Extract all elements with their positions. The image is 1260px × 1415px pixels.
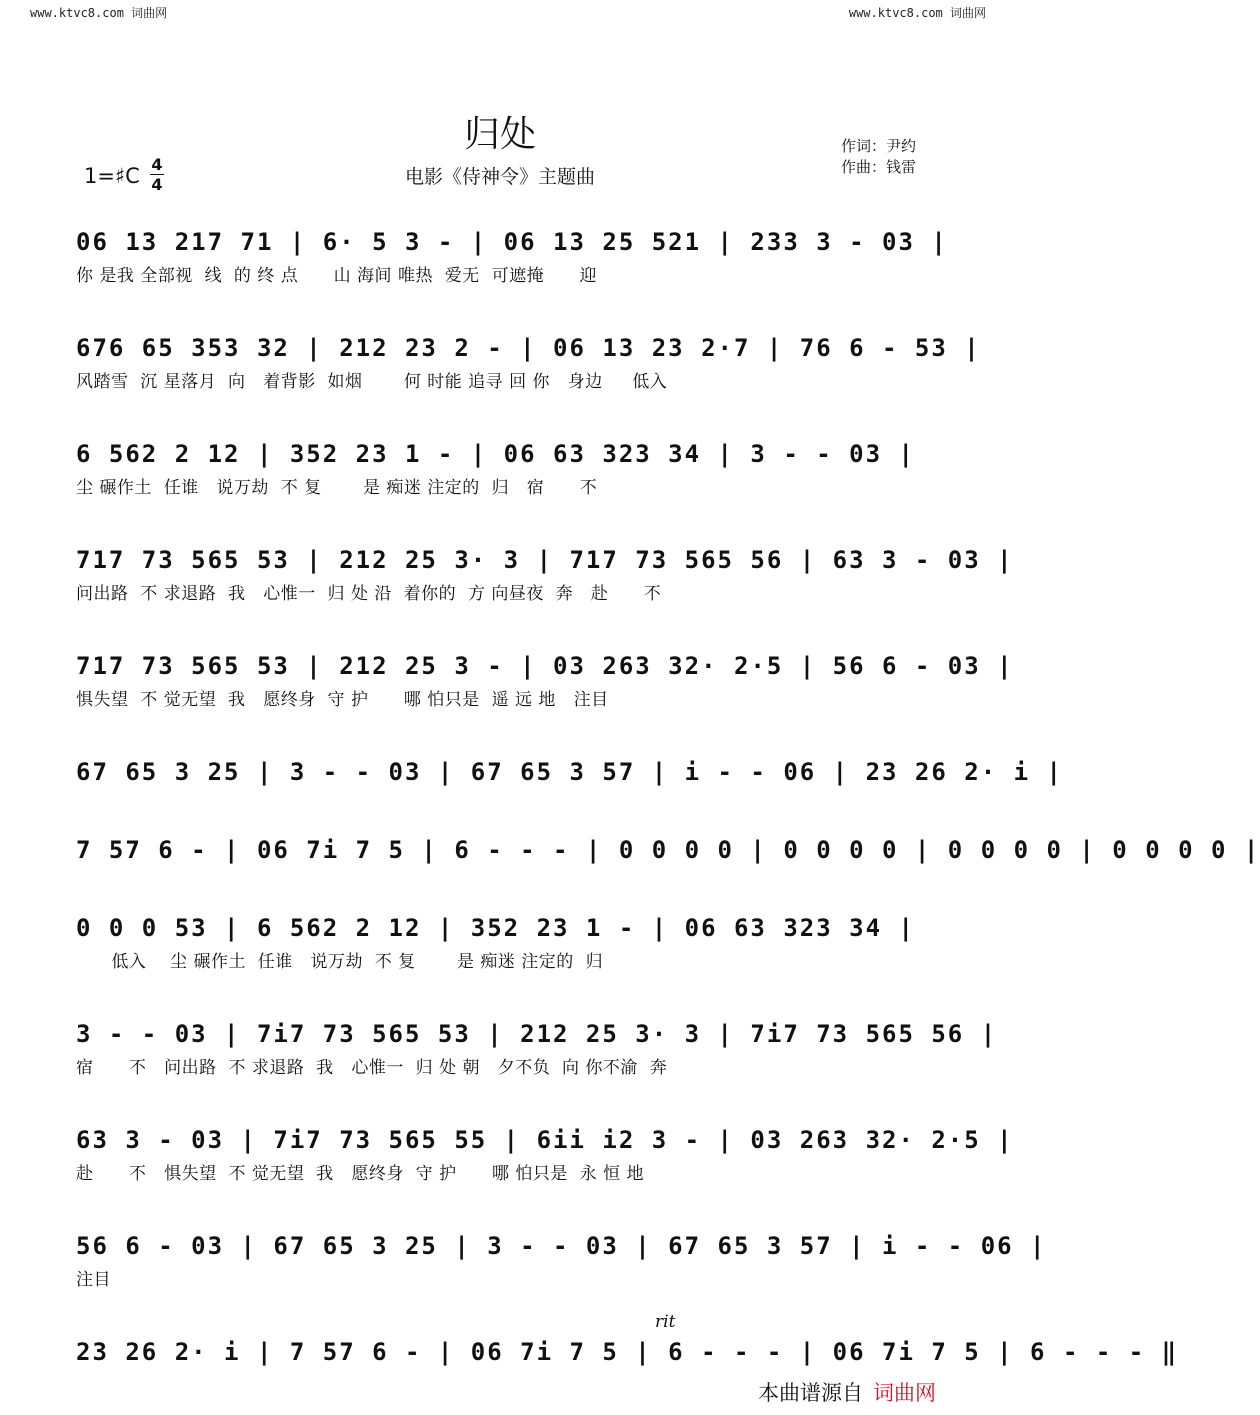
lyric-line: 尘 碾作土 任谁 说万劫 不 复 是 痴迷 注定的 归 宿 不 (76, 478, 598, 498)
ritardando-mark: rit (655, 1312, 676, 1332)
notation-line: 3 - - 03 | 7i7 73 565 53 | 212 25 3· 3 | 7i7 73 565 56 | (76, 1020, 998, 1048)
source-site-link[interactable]: 词曲网 (873, 1381, 936, 1405)
watermark-left: www.ktvc8.com 词曲网 (30, 6, 168, 20)
lyric-line: 问出路 不 求退路 我 心惟一 归 处 沿 着你的 方 向昼夜 奔 赴 不 (76, 584, 662, 604)
notation-line: 717 73 565 53 | 212 25 3 - | 03 263 32· 2·5 | 56 6 - 03 | (76, 652, 1014, 680)
lyric-line: 低入 尘 碾作土 任谁 说万劫 不 复 是 痴迷 注定的 归 (76, 952, 604, 972)
lyric-line: 惧失望 不 觉无望 我 愿终身 守 护 哪 怕只是 遥 远 地 注目 (76, 690, 609, 710)
lyric-line: 宿 不 问出路 不 求退路 我 心惟一 归 处 朝 夕不负 向 你不渝 奔 (76, 1058, 668, 1078)
notation-line: 63 3 - 03 | 7i7 73 565 55 | 6ii i2 3 - | 03 263 32· 2·5 | (76, 1126, 1014, 1154)
notation-line: 717 73 565 53 | 212 25 3· 3 | 717 73 565 56 | 63 3 - 03 | (76, 546, 1014, 574)
lyric-line: 你 是我 全部视 线 的 终 点 山 海间 唯热 爱无 可遮掩 迎 (76, 266, 597, 286)
credits (841, 136, 916, 178)
notation-line: 06 13 217 71 | 6· 5 3 - | 06 13 25 521 | 233 3 - 03 | (76, 228, 948, 256)
lyric-line: 风踏雪 沉 星落月 向 着背影 如烟 何 时能 追寻 回 你 身边 低入 (76, 372, 668, 392)
watermark-right: www.ktvc8.com 词曲网 (848, 6, 986, 20)
notation-line: 23 26 2· i | 7 57 6 - | 06 7i 7 5 | 6 - - - | 06 7i 7 5 | 6 - - - ‖ (76, 1338, 1179, 1366)
notation-line: 67 65 3 25 | 3 - - 03 | 67 65 3 57 | i - - 06 | 23 26 2· i | (76, 758, 1063, 786)
song-subtitle: 电影《侍神令》主题曲 (404, 166, 595, 188)
source-credit (758, 1377, 936, 1407)
notation-line: 7 57 6 - | 06 7i 7 5 | 6 - - - | 0 0 0 0 | 0 0 0 0 | 0 0 0 0 | 0 0 0 0 | (76, 836, 1260, 864)
notation-line: 676 65 353 32 | 212 23 2 - | 06 13 23 2·7 | 76 6 - 53 | (76, 334, 981, 362)
notation-line: 6 562 2 12 | 352 23 1 - | 06 63 323 34 | 3 - - 03 | (76, 440, 915, 468)
notation-line: 0 0 0 53 | 6 562 2 12 | 352 23 1 - | 06 63 323 34 | (76, 914, 915, 942)
song-title: 归处 (463, 114, 536, 155)
key-signature: 1=♯C (84, 164, 140, 188)
meter-top: 4 (151, 155, 163, 174)
composer-credit: 作曲：钱雷 (841, 158, 917, 176)
lyric-line: 注目 (76, 1270, 111, 1290)
notation-line: 56 6 - 03 | 67 65 3 25 | 3 - - 03 | 67 65 3 57 | i - - 06 | (76, 1232, 1047, 1260)
lyric-line: 赴 不 惧失望 不 觉无望 我 愿终身 守 护 哪 怕只是 永 恒 地 (76, 1164, 645, 1184)
lyricist-credit: 作词：尹约 (841, 137, 917, 155)
source-label: 本曲谱源自 (758, 1381, 863, 1405)
time-signature (150, 156, 164, 193)
meter-bottom: 4 (151, 175, 163, 194)
